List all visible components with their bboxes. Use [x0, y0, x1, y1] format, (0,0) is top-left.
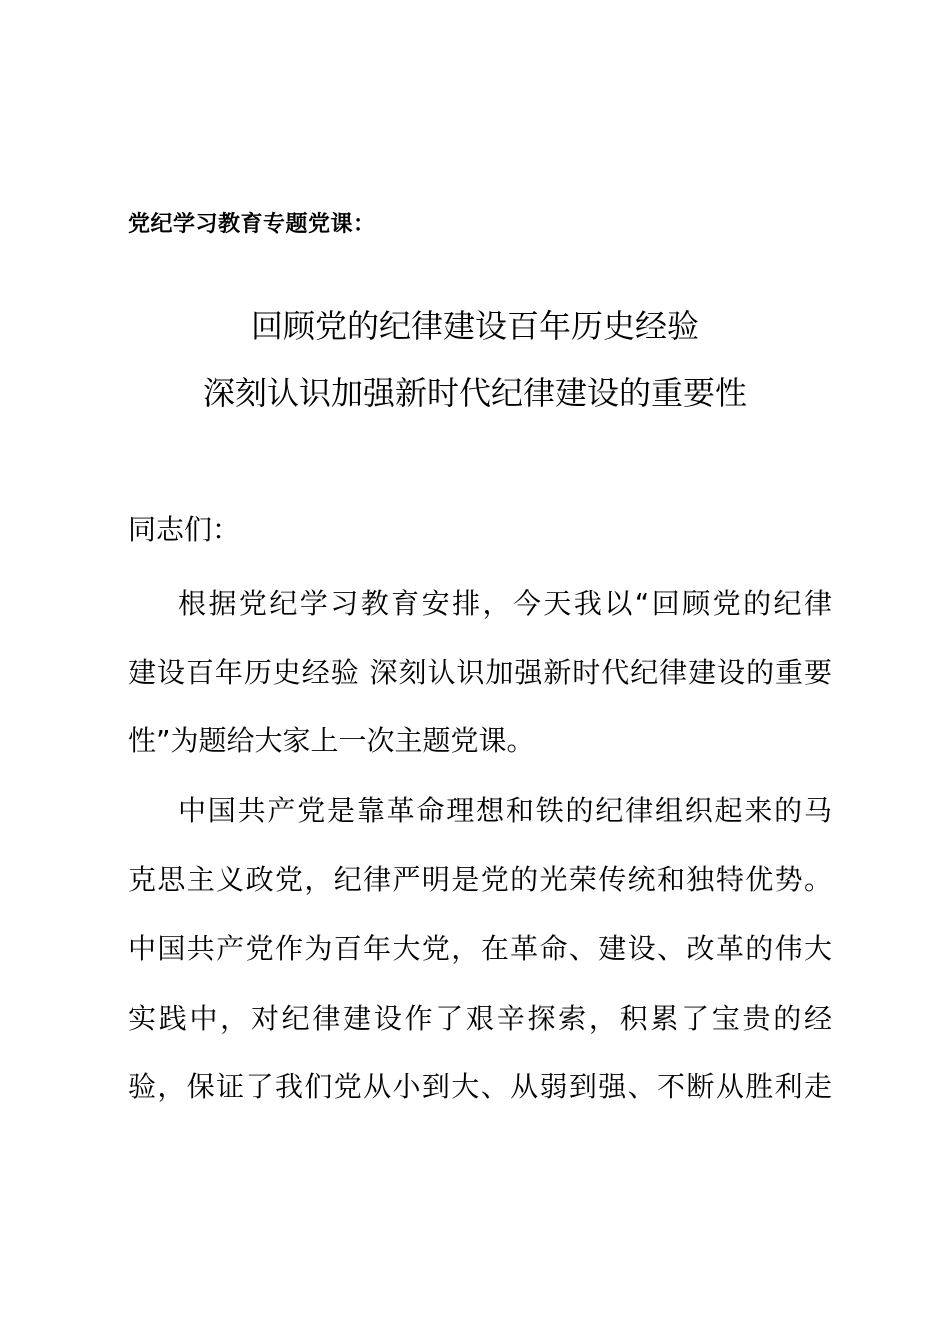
document-kicker: 党纪学习教育专题党课： — [128, 212, 376, 237]
body-line: 实践中，对纪律建设作了艰辛探索，积累了宝贵的经 — [128, 1002, 832, 1035]
body-line: 建设百年历史经验 深刻认识加强新时代纪律建设的重要 — [128, 656, 832, 689]
body-line: 性”为题给大家上一次主题党课。 — [128, 724, 535, 757]
salutation: 同志们： — [128, 513, 241, 546]
body-line: 验，保证了我们党从小到大、从弱到强、不断从胜利走 — [128, 1070, 832, 1103]
body-line: 克思主义政党，纪律严明是党的光荣传统和独特优势。 — [128, 863, 832, 896]
document-title-line-1: 回顾党的纪律建设百年历史经验 — [250, 307, 699, 345]
body-line: 中国共产党是靠革命理想和铁的纪律组织起来的马 — [178, 794, 832, 827]
body-line: 根据党纪学习教育安排，今天我以“回顾党的纪律 — [178, 587, 832, 620]
document-title-line-2: 深刻认识加强新时代纪律建设的重要性 — [202, 374, 747, 412]
body-line: 中国共产党作为百年大党，在革命、建设、改革的伟大 — [128, 932, 832, 965]
